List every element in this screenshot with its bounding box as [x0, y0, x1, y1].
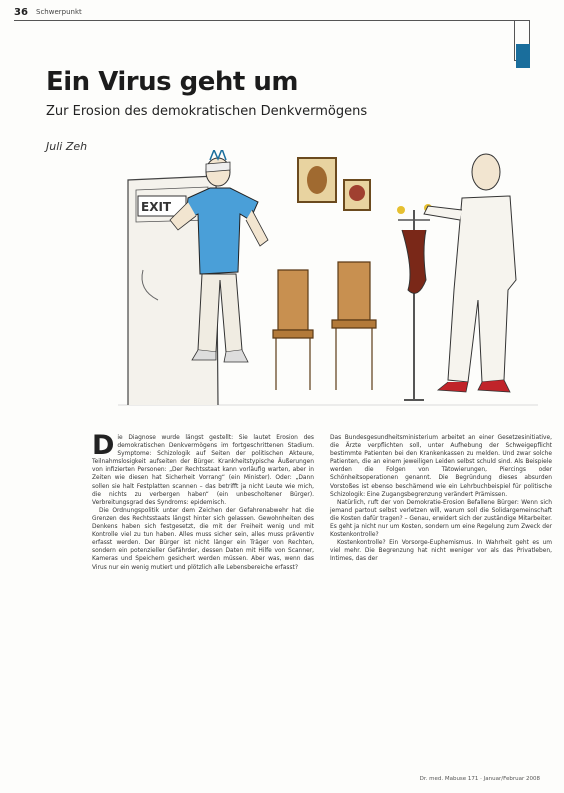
chairs: [273, 262, 376, 390]
paragraph-3: Das Bundesgesundheitsministerium arbeitet an einer Gesetzesinitiative, die Ärzte verpflichten soll, unter Aufhebung der Schweigepflicht bestimmte Patienten bei den Krankenkassen zu melden. Und zwar solche Patienten, die an einem jeweiligen Leiden selbst schuld sind. Als Beispiele werden die Folgen von Tätowierungen, Piercings oder Schönheitsoperationen genannt. Die Begründung dieses absurden Vorstoßes ist ebenso beschämend wie ein Lehrbuchbeispiel für politische Schizologik: Eine Zugangsbegrenzung verändert Prämissen.: [330, 435, 552, 498]
footer-citation: Dr. med. Mabuse 171 · Januar/Februar 2008: [419, 776, 540, 782]
article-column-2: [330, 434, 552, 564]
article-author: Juli Zeh: [46, 140, 88, 153]
article-subtitle: Zur Erosion des demokratischen Denkvermögens: [46, 104, 368, 119]
page-number: 36: [14, 7, 28, 18]
paragraph-1: [92, 430, 314, 507]
dropcap: D: [92, 430, 115, 461]
paragraph-2: Die Ordnungspolitik unter dem Zeichen der Gefahrenabwehr hat die Grenzen des Rechtsstaats längst hinter sich gelassen. Gewohnheiten des Denkens haben sich festgesetzt, die mit der Freiheit wenig und mit Kontrolle viel zu tun haben. Alles muss sicher sein, alles muss präventiv erfasst werden. Der Bürger ist nicht länger ein Träger von Rechten, sondern ein potenzieller Gefährder, dessen Daten mit Hilfe von Scanner, Kameras und Speichern gesichert werden müssen. Aber was, wenn das Virus nur ein wenig mutiert und plötzlich alle Lebensbereiche erfasst?: [92, 507, 314, 571]
article-column-1: [92, 430, 314, 572]
doctor-figure: [424, 154, 516, 392]
accent-bar: [516, 44, 530, 68]
header-rule: [14, 20, 530, 21]
paragraph-5: Kostenkontrolle? Ein Vorsorge-Euphemismus. In Wahrheit geht es um viel mehr. Die Begrenzung hat nicht weniger vor als das Privatleben, Intimes, das der: [330, 540, 552, 563]
wall-pictures: [298, 158, 370, 210]
coat-rack: [397, 204, 432, 400]
paragraph-4: Natürlich, ruft der von Demokratie-Erosion Befallene Bürger: Wenn sich jemand partout selbst verletzen will, warum soll die Solidargemeinschaft die Kosten dafür tragen? – Genau, erwidert sich der zuständige Mitarbeiter. Es geht ja nicht nur um Kosten, sondern um eine Regelung zum Zweck der Kostenkontrolle?: [330, 499, 552, 539]
section-label: Schwerpunkt: [36, 8, 82, 16]
cartoon-illustration: [118, 150, 538, 420]
article-title: Ein Virus geht um: [46, 67, 299, 97]
door-sign-text: EXIT: [141, 200, 172, 214]
paragraph-1-text: ie Diagnose wurde längst gestellt: Sie lautet Erosion des demokratischen Denkvermögens im fortgeschrittenen Stadium. Symptome: Schizologik auf Seiten der politischen Akteure, Teilnahmslosigkeit aufseiten der Bürger. Krankheitstypische Äußerungen von infizierten Personen: „Der Rechtsstaat kann vorläufig warten, aber in Zeiten wie diesen hat Sicherheit Vorrang“ (ein Minister). Oder: „Dann sollen sie halt Festplatten scannen – das betrifft ja nicht Leute wie mich, die nichts zu verbergen haben“ (ein unbescholtener Bürger). Verbreitungsgrad des Syndroms: epidemisch.: [92, 435, 314, 506]
